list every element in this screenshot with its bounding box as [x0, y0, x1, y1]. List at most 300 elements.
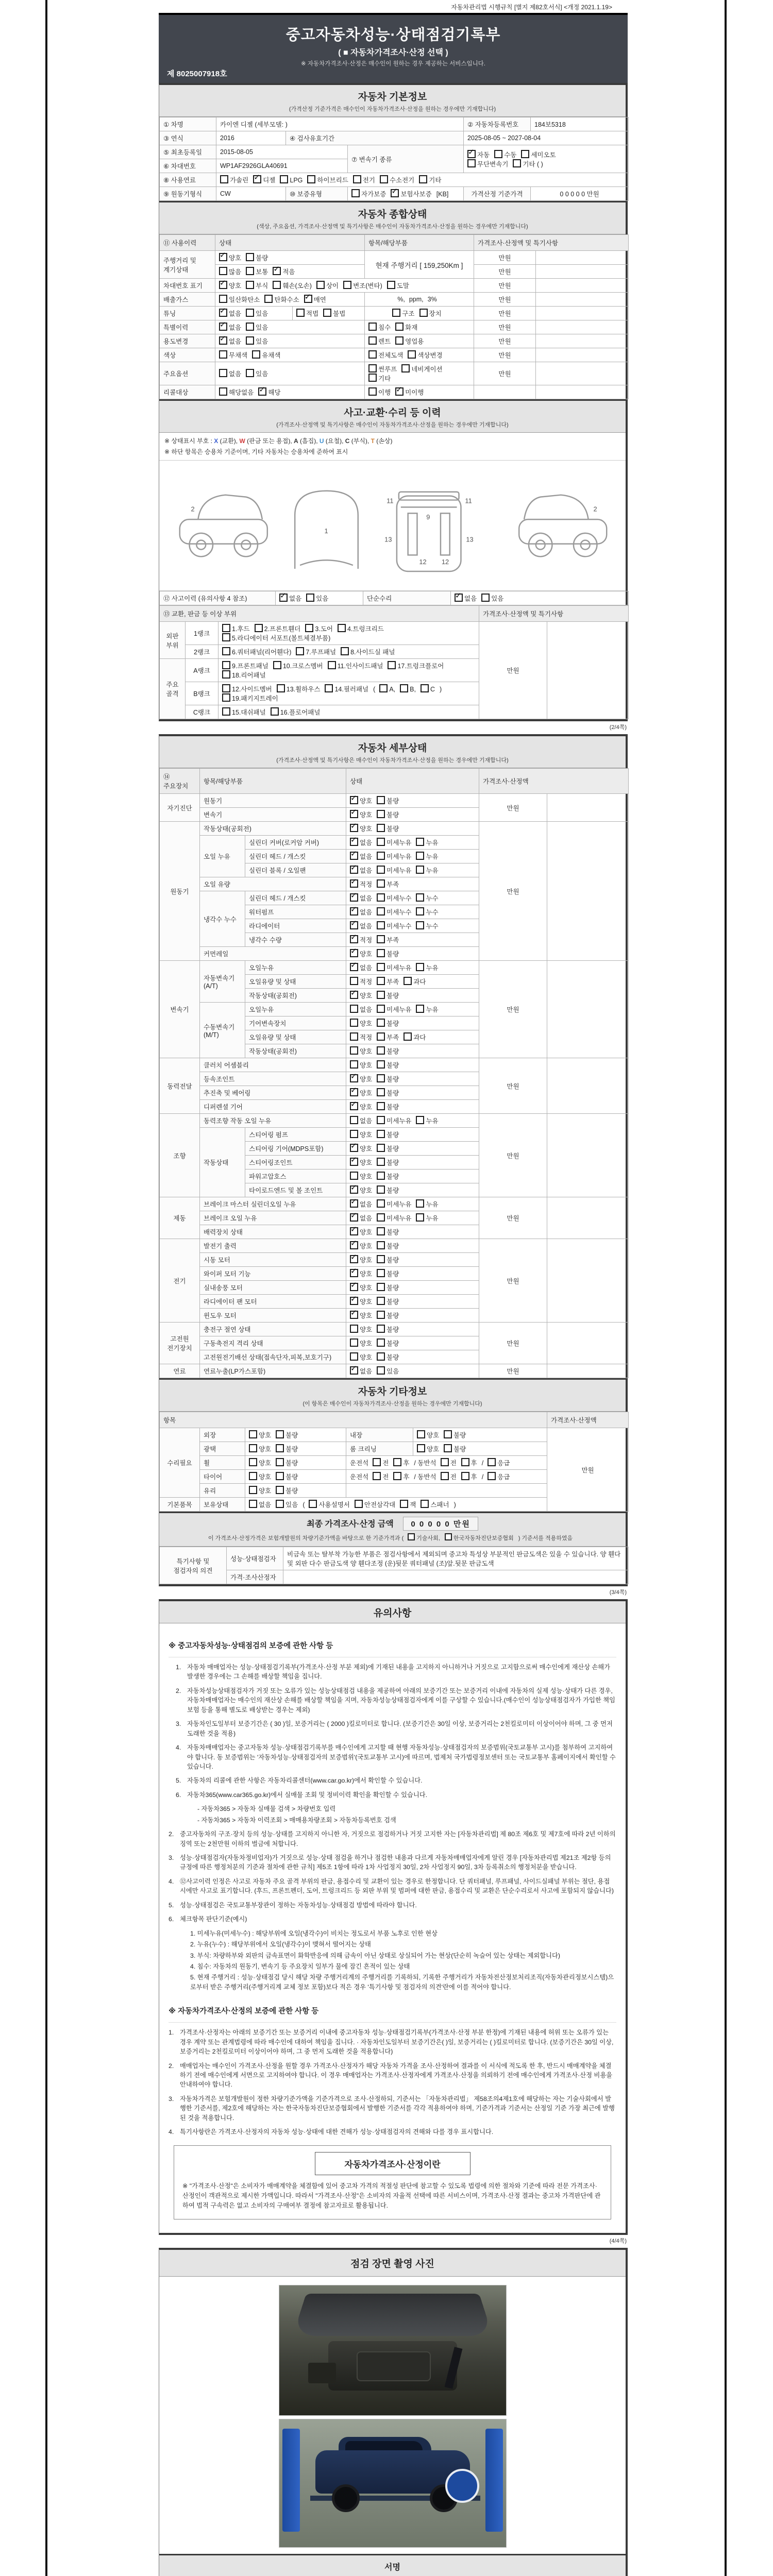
unchecked-checkbox-icon[interactable]	[350, 1032, 358, 1041]
unchecked-checkbox-icon[interactable]	[350, 1325, 358, 1333]
unchecked-checkbox-icon[interactable]	[377, 1213, 385, 1222]
unchecked-checkbox-icon[interactable]	[400, 684, 408, 692]
unchecked-checkbox-icon[interactable]	[222, 624, 230, 632]
unchecked-checkbox-icon[interactable]	[467, 159, 476, 167]
unchecked-checkbox-icon[interactable]	[350, 1060, 358, 1069]
unchecked-checkbox-icon[interactable]	[377, 866, 385, 874]
unchecked-checkbox-icon[interactable]	[222, 707, 230, 716]
unchecked-checkbox-icon[interactable]	[249, 1500, 257, 1508]
option-label: 없음	[360, 853, 373, 860]
unchecked-checkbox-icon[interactable]	[276, 1500, 284, 1508]
unchecked-checkbox-icon[interactable]	[316, 281, 325, 289]
unchecked-checkbox-icon[interactable]	[249, 1472, 257, 1480]
checked-checkbox-icon[interactable]	[350, 1297, 358, 1305]
unchecked-checkbox-icon[interactable]	[350, 1352, 358, 1361]
checked-checkbox-icon[interactable]	[350, 1213, 358, 1222]
unchecked-checkbox-icon[interactable]	[273, 661, 281, 669]
checkbox-option	[416, 838, 438, 847]
unchecked-checkbox-icon[interactable]	[328, 661, 336, 669]
checked-checkbox-icon[interactable]	[350, 1269, 358, 1277]
unchecked-checkbox-icon[interactable]	[419, 309, 428, 317]
checked-checkbox-icon[interactable]	[350, 1074, 358, 1082]
unchecked-checkbox-icon[interactable]	[249, 1486, 257, 1494]
unchecked-checkbox-icon[interactable]	[377, 1032, 385, 1041]
checked-checkbox-icon[interactable]	[350, 1283, 358, 1291]
option-label: 없음	[360, 1006, 373, 1013]
unchecked-checkbox-icon[interactable]	[416, 1199, 424, 1208]
option-label: 불량	[386, 1243, 399, 1250]
unchecked-checkbox-icon[interactable]	[404, 1032, 412, 1041]
unchecked-checkbox-icon[interactable]	[219, 387, 227, 396]
checkbox-option	[219, 336, 241, 346]
unchecked-checkbox-icon[interactable]	[271, 707, 279, 716]
unchecked-checkbox-icon[interactable]	[377, 1227, 385, 1235]
table-cell	[346, 1016, 479, 1030]
unchecked-checkbox-icon[interactable]	[416, 893, 424, 902]
detail-title: 자동차 세부상태	[358, 743, 427, 754]
table-cell: 만원	[479, 961, 547, 1058]
checkbox-option	[219, 309, 241, 318]
table-cell	[413, 1428, 547, 1442]
table-cell: ⑦ 변속기 종류	[348, 145, 464, 173]
unchecked-checkbox-icon[interactable]	[350, 1019, 358, 1027]
checked-checkbox-icon[interactable]	[253, 175, 261, 183]
unchecked-checkbox-icon[interactable]	[222, 684, 230, 692]
unchecked-checkbox-icon[interactable]	[416, 1213, 424, 1222]
unchecked-checkbox-icon[interactable]	[416, 1005, 424, 1013]
option-label: 누수	[426, 909, 439, 916]
notice-heading-2: ※ 자동차가격조사·산정의 보증에 관한 사항 등	[169, 2000, 616, 2023]
unchecked-checkbox-icon[interactable]	[416, 1116, 424, 1124]
unchecked-checkbox-icon[interactable]	[350, 1130, 358, 1138]
notice-item-number: 3.	[169, 1854, 174, 1861]
unchecked-checkbox-icon[interactable]	[276, 1458, 284, 1466]
checkbox-option	[387, 281, 409, 290]
unchecked-checkbox-icon[interactable]	[296, 647, 304, 655]
unchecked-checkbox-icon[interactable]	[488, 1458, 496, 1466]
unchecked-checkbox-icon[interactable]	[368, 364, 377, 372]
checkbox-option	[379, 684, 395, 693]
checkbox-option	[377, 963, 411, 972]
checked-checkbox-icon[interactable]	[219, 281, 227, 289]
checked-checkbox-icon[interactable]	[350, 963, 358, 971]
unchecked-checkbox-icon[interactable]	[377, 1060, 385, 1069]
unchecked-checkbox-icon[interactable]	[444, 1444, 452, 1452]
notice-item-text: 자동차365(www.car365.go.kr)에서 실매물 조회 및 정비이력 확인을 확인할 수 있습니다.	[187, 1791, 428, 1799]
unchecked-checkbox-icon[interactable]	[445, 1533, 452, 1540]
unchecked-checkbox-icon[interactable]	[377, 1046, 385, 1055]
unchecked-checkbox-icon[interactable]	[368, 323, 377, 331]
unchecked-checkbox-icon[interactable]	[387, 281, 395, 289]
table-cell	[451, 591, 629, 605]
checkbox-option	[488, 1458, 510, 1467]
checked-checkbox-icon[interactable]	[350, 866, 358, 874]
unchecked-checkbox-icon[interactable]	[350, 977, 358, 985]
checked-checkbox-icon[interactable]	[304, 295, 312, 303]
unchecked-checkbox-icon[interactable]	[355, 1500, 363, 1508]
unchecked-checkbox-icon[interactable]	[222, 670, 230, 679]
table-cell	[536, 279, 629, 293]
unchecked-checkbox-icon[interactable]	[377, 1338, 385, 1347]
unchecked-checkbox-icon[interactable]	[416, 852, 424, 860]
table-cell: 고전원전기배선 상태(접속단자,피복,보호기구)	[200, 1350, 346, 1364]
unchecked-checkbox-icon[interactable]	[392, 309, 400, 317]
checked-checkbox-icon[interactable]	[219, 323, 227, 331]
unchecked-checkbox-icon[interactable]	[377, 1311, 385, 1319]
unchecked-checkbox-icon[interactable]	[421, 1500, 429, 1508]
unchecked-checkbox-icon[interactable]	[417, 1444, 425, 1452]
unchecked-checkbox-icon[interactable]	[252, 350, 260, 359]
unchecked-checkbox-icon[interactable]	[377, 1130, 385, 1138]
unchecked-checkbox-icon[interactable]	[219, 369, 227, 377]
checkbox-option	[350, 1088, 372, 1097]
unchecked-checkbox-icon[interactable]	[377, 1116, 385, 1124]
checked-checkbox-icon[interactable]	[350, 1102, 358, 1110]
checked-checkbox-icon[interactable]	[350, 1227, 358, 1235]
unchecked-checkbox-icon[interactable]	[377, 1005, 385, 1013]
unchecked-checkbox-icon[interactable]	[353, 175, 361, 183]
unchecked-checkbox-icon[interactable]	[219, 350, 227, 359]
checked-checkbox-icon[interactable]	[350, 907, 358, 916]
unchecked-checkbox-icon[interactable]	[380, 175, 388, 183]
table-cell	[346, 933, 479, 947]
unchecked-checkbox-icon[interactable]	[350, 1116, 358, 1124]
unchecked-checkbox-icon[interactable]	[513, 159, 521, 167]
unchecked-checkbox-icon[interactable]	[461, 1472, 469, 1480]
unchecked-checkbox-icon[interactable]	[481, 594, 490, 602]
notice-item-text: 자동차매매업자는 중고자동차 성능·상태점검기록부를 매수인에게 고지할 때 현행 자동차성능·상태점검자의 보증범위(국토교통부 고시)를 첨부하여 고지하여야 합니다. 동 보증범위는 '자동차성능·상태점검자의 보증범위'(국토교통부 고시)에 따르며, 법제처 국가법령정보센터 또는 국토교통부 홈페이지에서 확인할 수 있습니다.	[187, 1744, 616, 1770]
unchecked-checkbox-icon[interactable]	[343, 281, 351, 289]
unchecked-checkbox-icon[interactable]	[306, 594, 314, 602]
unchecked-checkbox-icon[interactable]	[296, 309, 305, 317]
table-cell	[346, 1114, 479, 1128]
table-cell	[536, 293, 629, 307]
checked-checkbox-icon[interactable]	[273, 267, 281, 275]
unchecked-checkbox-icon[interactable]	[461, 1458, 469, 1466]
table-cell: 브레이크 오일 누유	[200, 1211, 346, 1225]
checkbox-option	[416, 852, 438, 861]
checked-checkbox-icon[interactable]	[350, 1144, 358, 1152]
checked-checkbox-icon[interactable]	[391, 189, 399, 197]
option-label: 있음	[491, 595, 504, 602]
unchecked-checkbox-icon[interactable]	[246, 323, 254, 331]
checked-checkbox-icon[interactable]	[350, 838, 358, 846]
unchecked-checkbox-icon[interactable]	[393, 1472, 401, 1480]
option-label: 과다	[413, 1034, 426, 1041]
unchecked-checkbox-icon[interactable]	[377, 1158, 385, 1166]
unchecked-checkbox-icon[interactable]	[341, 647, 349, 655]
checkbox-option	[350, 1269, 372, 1278]
option-label: 양호	[259, 1446, 272, 1453]
table-cell: 배력장치 상태	[200, 1225, 346, 1239]
unchecked-checkbox-icon[interactable]	[404, 977, 412, 985]
unchecked-checkbox-icon[interactable]	[395, 336, 404, 345]
unchecked-checkbox-icon[interactable]	[368, 387, 377, 396]
checkbox-option	[377, 1297, 399, 1306]
checked-checkbox-icon[interactable]	[350, 1366, 358, 1375]
unchecked-checkbox-icon[interactable]	[377, 838, 385, 846]
checked-checkbox-icon[interactable]	[350, 1158, 358, 1166]
unchecked-checkbox-icon[interactable]	[521, 150, 529, 158]
unchecked-checkbox-icon[interactable]	[417, 1430, 425, 1438]
checked-checkbox-icon[interactable]	[350, 949, 358, 957]
unchecked-checkbox-icon[interactable]	[246, 336, 254, 345]
unchecked-checkbox-icon[interactable]	[277, 684, 285, 692]
notice-item	[169, 1901, 616, 1910]
unchecked-checkbox-icon[interactable]	[249, 1458, 257, 1466]
checkbox-option	[350, 1283, 372, 1292]
final-price-label: 최종 가격조사·산정 금액	[307, 1520, 394, 1529]
checked-checkbox-icon[interactable]	[350, 796, 358, 804]
unchecked-checkbox-icon[interactable]	[249, 1444, 257, 1452]
option-label: 없음	[360, 1201, 373, 1208]
unchecked-checkbox-icon[interactable]	[388, 661, 396, 669]
unchecked-checkbox-icon[interactable]	[408, 350, 416, 359]
unchecked-checkbox-icon[interactable]	[408, 1533, 415, 1540]
unchecked-checkbox-icon[interactable]	[222, 647, 230, 655]
unchecked-checkbox-icon[interactable]	[377, 963, 385, 971]
option-label: 부족	[386, 1034, 399, 1041]
unchecked-checkbox-icon[interactable]	[377, 893, 385, 902]
unchecked-checkbox-icon[interactable]	[377, 1088, 385, 1096]
unchecked-checkbox-icon[interactable]	[377, 1102, 385, 1110]
unchecked-checkbox-icon[interactable]	[421, 684, 429, 692]
unchecked-checkbox-icon[interactable]	[400, 1500, 408, 1508]
unchecked-checkbox-icon[interactable]	[350, 1046, 358, 1055]
option-label: 불량	[285, 1432, 298, 1439]
unchecked-checkbox-icon[interactable]	[377, 879, 385, 888]
unchecked-checkbox-icon[interactable]	[377, 1185, 385, 1194]
table-cell: 만원	[474, 348, 536, 362]
unchecked-checkbox-icon[interactable]	[377, 1172, 385, 1180]
unchecked-checkbox-icon[interactable]	[377, 935, 385, 943]
checkbox-option	[325, 684, 368, 693]
unchecked-checkbox-icon[interactable]	[377, 1199, 385, 1208]
diagram-label: 11	[386, 497, 393, 505]
unchecked-checkbox-icon[interactable]	[395, 323, 404, 331]
option-label: 불량	[285, 1473, 298, 1481]
unchecked-checkbox-icon[interactable]	[441, 1458, 449, 1466]
unchecked-checkbox-icon[interactable]	[393, 1458, 401, 1466]
unchecked-checkbox-icon[interactable]	[373, 1458, 381, 1466]
unchecked-checkbox-icon[interactable]	[416, 866, 424, 874]
table-cell	[346, 1030, 479, 1044]
unchecked-checkbox-icon[interactable]	[377, 1241, 385, 1249]
unchecked-checkbox-icon[interactable]	[309, 1500, 317, 1508]
unchecked-checkbox-icon[interactable]	[377, 1255, 385, 1263]
table-cell: 외장	[200, 1428, 245, 1442]
notice-item-text: ⑫사고이력 인정은 사고로 자동차 주요 골격 부위의 판금, 용접수리 및 교환이 있는 경우로 한정합니다. 단 쿼터패널, 루프패널, 사이드실패널 부위는 절단, 용접 시에만 사고로 표기합니다. (후드, 프론트펜더, 도어, 트렁크리드 등 외판 부위 및 범퍼에 대한 판금, 용접수리 및 교환은 단순수리로서 사고에 포함되지 않습니다)	[180, 1877, 614, 1895]
unchecked-checkbox-icon[interactable]	[325, 684, 333, 692]
unchecked-checkbox-icon[interactable]	[377, 1352, 385, 1361]
unchecked-checkbox-icon[interactable]	[350, 1005, 358, 1013]
unchecked-checkbox-icon[interactable]	[276, 1472, 284, 1480]
unchecked-checkbox-icon[interactable]	[246, 267, 254, 275]
checked-checkbox-icon[interactable]	[279, 594, 288, 602]
unchecked-checkbox-icon[interactable]	[416, 907, 424, 916]
table-cell	[536, 265, 629, 279]
unchecked-checkbox-icon[interactable]	[249, 1430, 257, 1438]
table-cell: ④ 검사유효기간	[286, 131, 464, 145]
checked-checkbox-icon[interactable]	[350, 935, 358, 943]
unchecked-checkbox-icon[interactable]	[377, 977, 385, 985]
unchecked-checkbox-icon[interactable]	[494, 150, 502, 158]
unchecked-checkbox-icon[interactable]	[368, 374, 377, 382]
unchecked-checkbox-icon[interactable]	[222, 633, 230, 641]
unchecked-checkbox-icon[interactable]	[441, 1472, 449, 1480]
inline-text: (	[373, 686, 376, 693]
notice-item	[169, 2028, 616, 2056]
unchecked-checkbox-icon[interactable]	[246, 253, 254, 261]
table-cell: 만원	[479, 822, 547, 961]
unchecked-checkbox-icon[interactable]	[416, 838, 424, 846]
unchecked-checkbox-icon[interactable]	[255, 624, 263, 632]
checked-checkbox-icon[interactable]	[350, 1311, 358, 1319]
table-cell	[215, 362, 365, 385]
checkbox-option	[296, 309, 318, 318]
notice-item-text: 특기사항란은 가격조사·산정자의 자동차 성능·상태에 대한 견해가 성능·상태점검자의 견해와 다를 경우 표시합니다.	[180, 2128, 494, 2136]
unchecked-checkbox-icon[interactable]	[416, 921, 424, 929]
checked-checkbox-icon[interactable]	[350, 1088, 358, 1096]
unchecked-checkbox-icon[interactable]	[377, 1283, 385, 1291]
checked-checkbox-icon[interactable]	[219, 253, 227, 261]
unchecked-checkbox-icon[interactable]	[419, 175, 427, 183]
unchecked-checkbox-icon[interactable]	[488, 1472, 496, 1480]
diagram-label: 2	[593, 505, 597, 513]
unchecked-checkbox-icon[interactable]	[377, 796, 385, 804]
checked-checkbox-icon[interactable]	[467, 150, 476, 158]
checkbox-option	[350, 796, 372, 805]
basic-info-header	[159, 85, 626, 117]
table-cell	[365, 293, 474, 307]
option-label: 양호	[360, 1020, 373, 1027]
unchecked-checkbox-icon[interactable]	[276, 1430, 284, 1438]
unchecked-checkbox-icon[interactable]	[350, 1172, 358, 1180]
unchecked-checkbox-icon[interactable]	[264, 295, 273, 303]
unchecked-checkbox-icon[interactable]	[368, 350, 377, 359]
unchecked-checkbox-icon[interactable]	[276, 1444, 284, 1452]
unchecked-checkbox-icon[interactable]	[377, 1297, 385, 1305]
checkbox-option	[455, 594, 477, 603]
checked-checkbox-icon[interactable]	[455, 594, 463, 602]
unchecked-checkbox-icon[interactable]	[377, 1144, 385, 1152]
option-label: 무단변속기	[477, 160, 509, 168]
checked-checkbox-icon[interactable]	[350, 1199, 358, 1208]
unchecked-checkbox-icon[interactable]	[323, 309, 331, 317]
table-cell: 냉각수 누수	[200, 891, 245, 947]
unchecked-checkbox-icon[interactable]	[246, 281, 254, 289]
unchecked-checkbox-icon[interactable]	[368, 336, 377, 345]
unchecked-checkbox-icon[interactable]	[273, 281, 281, 289]
unchecked-checkbox-icon[interactable]	[377, 949, 385, 957]
checkbox-option	[377, 879, 399, 889]
checked-checkbox-icon[interactable]	[258, 387, 266, 396]
unchecked-checkbox-icon[interactable]	[377, 907, 385, 916]
checkbox-option	[350, 866, 372, 875]
option-label: 1.후드	[232, 625, 250, 633]
document-header	[159, 13, 628, 83]
unchecked-checkbox-icon[interactable]	[377, 921, 385, 929]
unchecked-checkbox-icon[interactable]	[444, 1430, 452, 1438]
unchecked-checkbox-icon[interactable]	[377, 1074, 385, 1082]
checked-checkbox-icon[interactable]	[350, 1241, 358, 1249]
option-label: 미세누수	[386, 909, 412, 916]
unchecked-checkbox-icon[interactable]	[379, 684, 388, 692]
unchecked-checkbox-icon[interactable]	[350, 1338, 358, 1347]
table-cell: 충전구 절연 상태	[200, 1323, 346, 1336]
checked-checkbox-icon[interactable]	[350, 921, 358, 929]
unchecked-checkbox-icon[interactable]	[280, 175, 288, 183]
checked-checkbox-icon[interactable]	[350, 852, 358, 860]
accident-history-table	[159, 591, 629, 605]
unchecked-checkbox-icon[interactable]	[377, 1019, 385, 1027]
unchecked-checkbox-icon[interactable]	[338, 624, 346, 632]
checked-checkbox-icon[interactable]	[350, 991, 358, 999]
unchecked-checkbox-icon[interactable]	[377, 852, 385, 860]
checkbox-option	[377, 838, 411, 847]
option-label: 양호	[360, 1298, 373, 1306]
checked-checkbox-icon[interactable]	[395, 387, 404, 396]
unchecked-checkbox-icon[interactable]	[377, 1269, 385, 1277]
unchecked-checkbox-icon[interactable]	[219, 267, 227, 275]
unchecked-checkbox-icon[interactable]	[377, 1325, 385, 1333]
unchecked-checkbox-icon[interactable]	[373, 1472, 381, 1480]
unchecked-checkbox-icon[interactable]	[416, 963, 424, 971]
option-label: 8.사이드실 패널	[350, 649, 395, 656]
checked-checkbox-icon[interactable]	[350, 1185, 358, 1194]
unchecked-checkbox-icon[interactable]	[377, 824, 385, 832]
unchecked-checkbox-icon[interactable]	[305, 624, 313, 632]
checked-checkbox-icon[interactable]	[350, 824, 358, 832]
checkbox-option	[408, 1533, 440, 1542]
unchecked-checkbox-icon[interactable]	[307, 175, 315, 183]
table-cell: 184보5318	[531, 117, 629, 131]
unchecked-checkbox-icon[interactable]	[219, 295, 227, 303]
checked-checkbox-icon[interactable]	[350, 893, 358, 902]
notice-item-text: 자동차인도일부터 보증기간은 ( 30 )일, 보증거리는 ( 2000 )킬로미터로 합니다. (보증기간은 30일 이상, 보증거리는 2천킬로미터 이상이어야 하며, 그 중 먼저 도래한 것을 적용)	[187, 1720, 613, 1737]
unchecked-checkbox-icon[interactable]	[377, 991, 385, 999]
checked-checkbox-icon[interactable]	[219, 309, 227, 317]
unchecked-checkbox-icon[interactable]	[222, 693, 230, 702]
option-label: 썬루프	[378, 366, 397, 373]
unchecked-checkbox-icon[interactable]	[351, 189, 360, 197]
option-label: 잭	[410, 1501, 416, 1509]
unchecked-checkbox-icon[interactable]	[276, 1486, 284, 1494]
table-cell: 오일 유량	[200, 877, 346, 891]
inline-text: 운전석	[350, 1460, 369, 1467]
checkbox-option	[305, 624, 333, 633]
unchecked-checkbox-icon[interactable]	[377, 810, 385, 818]
checked-checkbox-icon[interactable]	[350, 1255, 358, 1263]
checked-checkbox-icon[interactable]	[350, 879, 358, 888]
table-cell: ② 자동차등록번호	[464, 117, 531, 131]
checkbox-option	[377, 1366, 399, 1376]
checked-checkbox-icon[interactable]	[219, 336, 227, 345]
table-cell	[346, 877, 479, 891]
unchecked-checkbox-icon[interactable]	[222, 661, 230, 669]
checkbox-option	[441, 1472, 457, 1481]
unchecked-checkbox-icon[interactable]	[401, 364, 410, 372]
unchecked-checkbox-icon[interactable]	[220, 175, 228, 183]
checked-checkbox-icon[interactable]	[350, 810, 358, 818]
checkbox-option	[222, 693, 278, 703]
inline-text: )	[453, 1501, 456, 1509]
checkbox-option	[377, 893, 411, 903]
unchecked-checkbox-icon[interactable]	[246, 369, 254, 377]
checkbox-option	[494, 150, 516, 159]
unchecked-checkbox-icon[interactable]	[377, 1366, 385, 1375]
unchecked-checkbox-icon[interactable]	[246, 309, 254, 317]
